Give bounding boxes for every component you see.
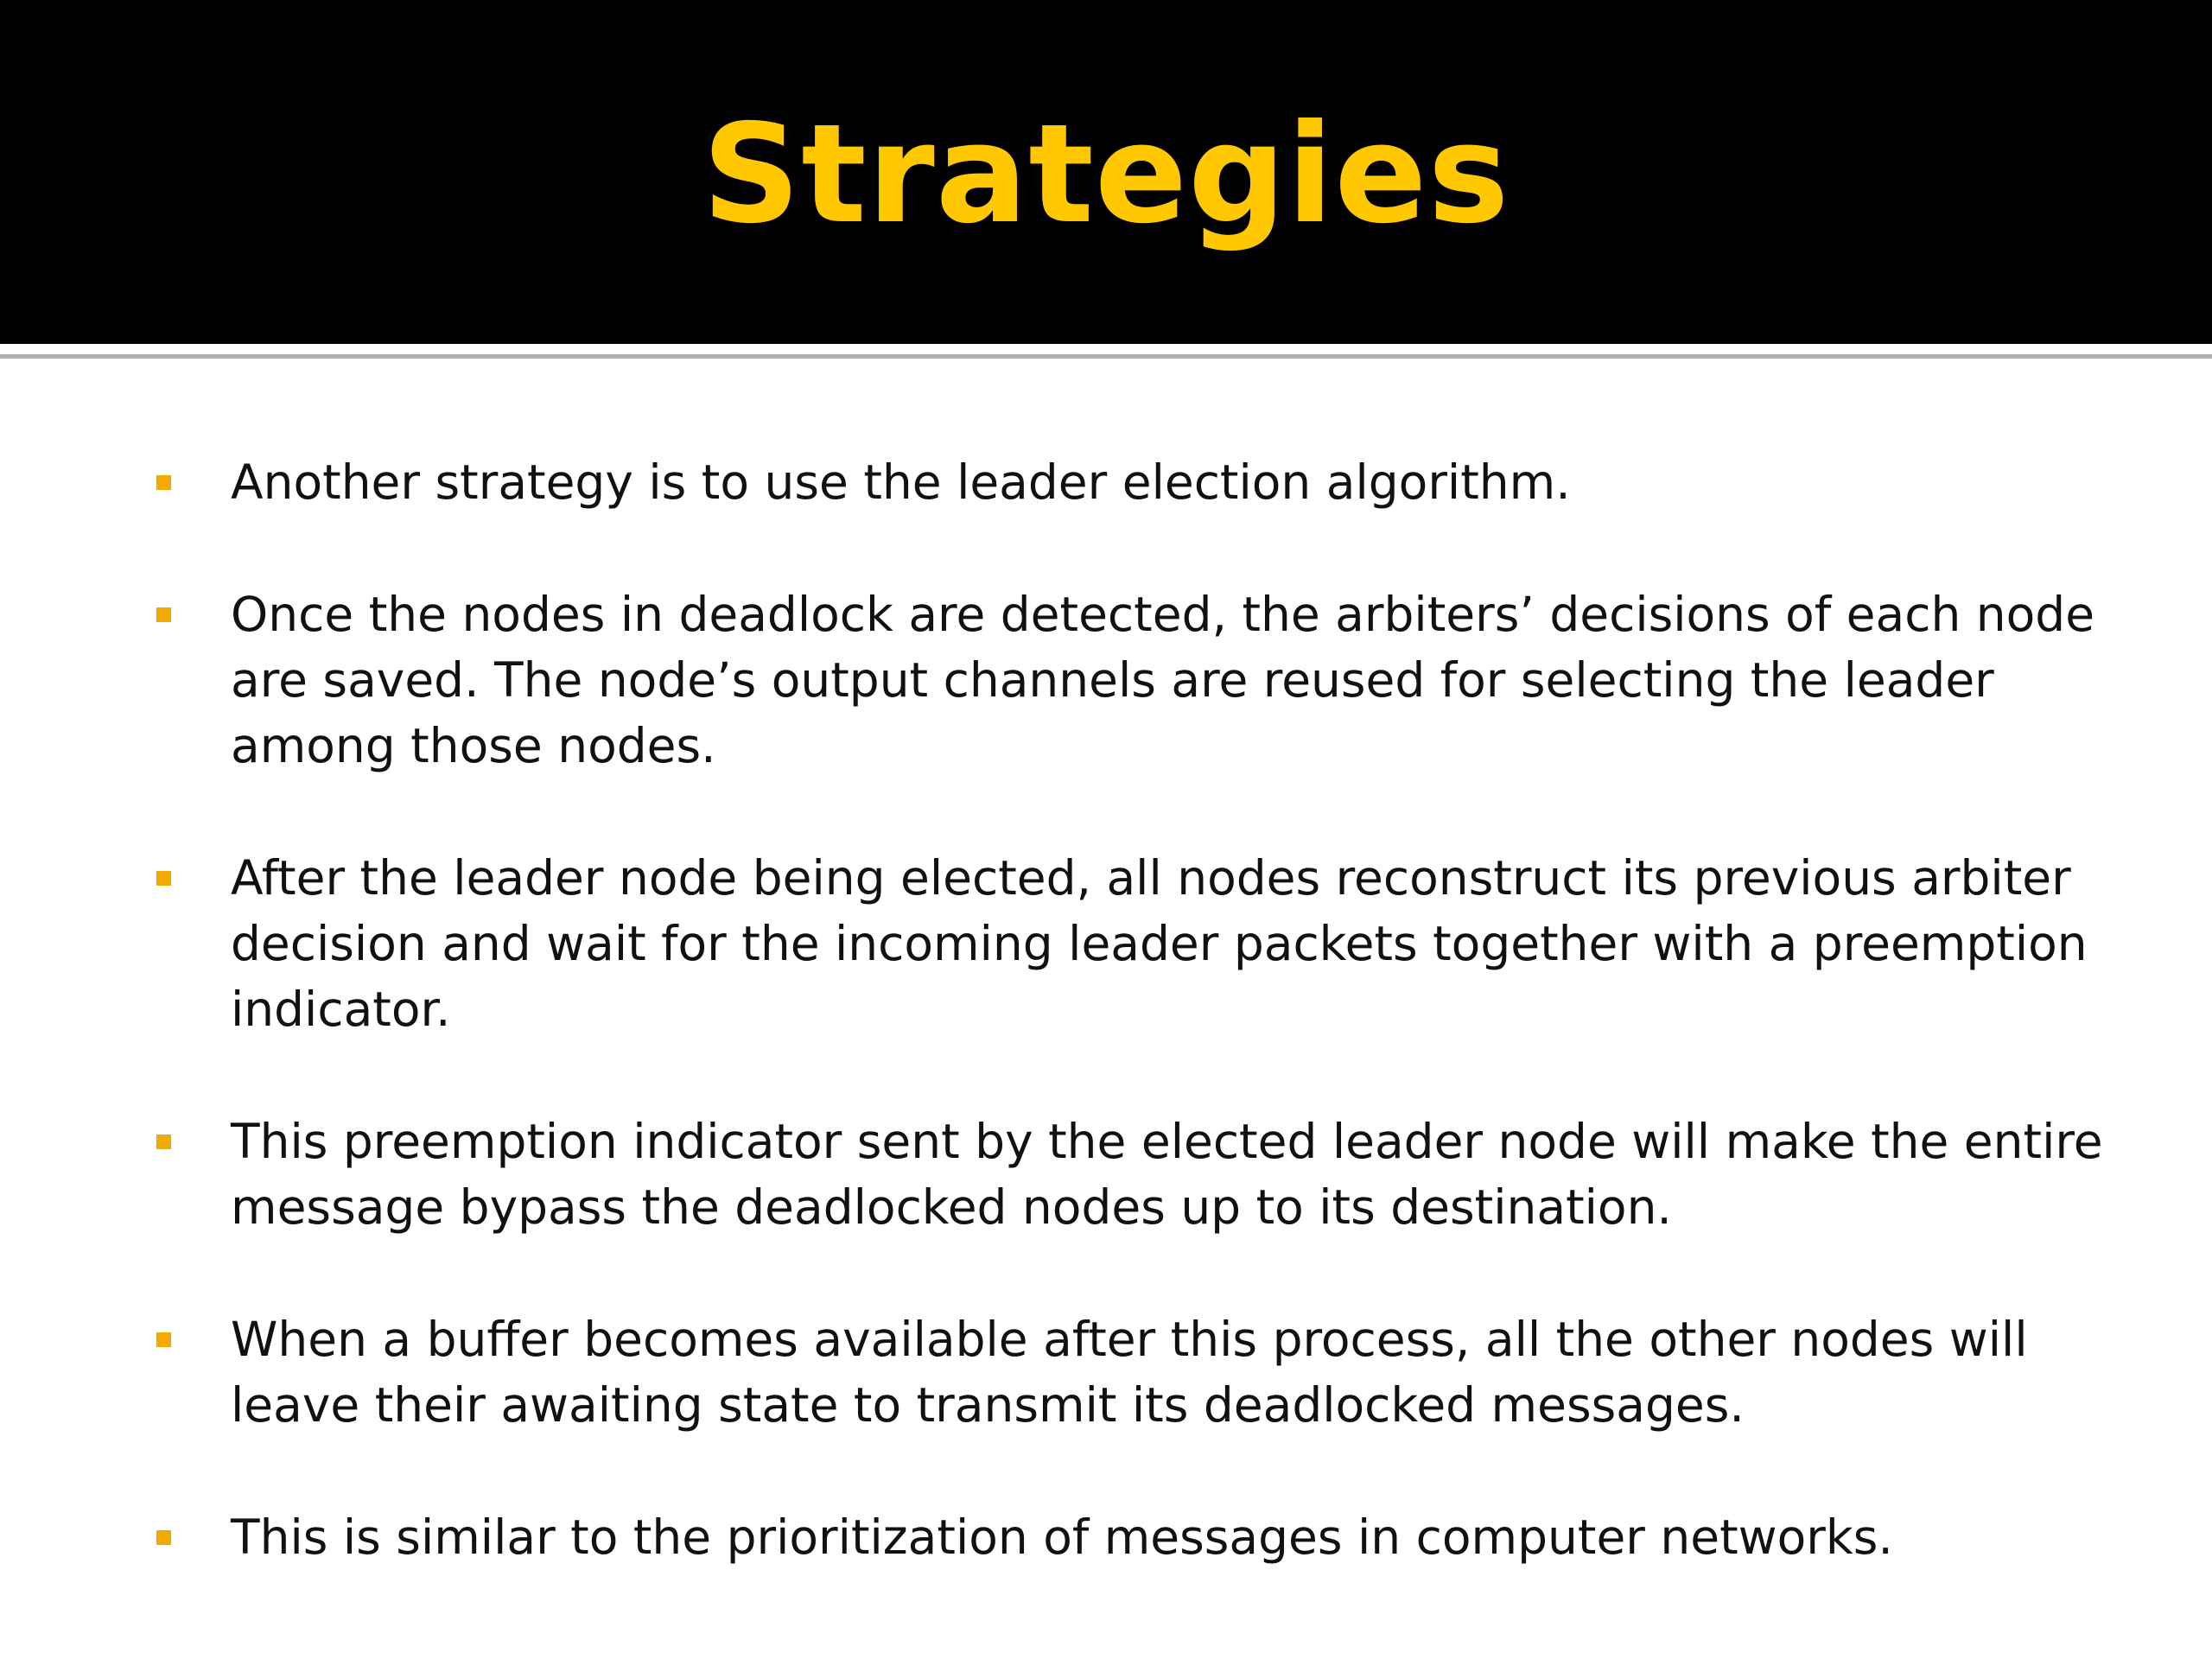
bullet-text: This is similar to the prioritization of messages in computer networks. (231, 1510, 1893, 1565)
bullet-text: When a buffer becomes available after this process, all the other nodes will leave their awaiting state to transmit its deadlocked messages. (231, 1312, 2028, 1433)
title-divider (0, 354, 2212, 359)
square-bullet-icon (156, 607, 171, 622)
slide-title: Strategies (702, 95, 1510, 254)
bullet-text: Once the nodes in deadlock are detected, the arbiters’ decisions of each node are saved. The node’s output channels are reused for selecting the leader among those nodes. (231, 587, 2095, 773)
square-bullet-icon (156, 1332, 171, 1347)
bullet-item (0, 1109, 2212, 1240)
bullet-text: This preemption indicator sent by the elected leader node will make the entire message bypass the deadlocked nodes up to its destination. (231, 1114, 2103, 1235)
bullet-item (0, 1504, 2212, 1570)
square-bullet-icon (156, 1530, 171, 1545)
bullet-item (0, 845, 2212, 1042)
bullet-item (0, 582, 2212, 779)
square-bullet-icon (156, 475, 171, 490)
bullet-text: Another strategy is to use the leader election algorithm. (231, 454, 1571, 510)
square-bullet-icon (156, 1135, 171, 1149)
bullet-list (0, 449, 2212, 1637)
bullet-item (0, 1306, 2212, 1438)
bullet-text: After the leader node being elected, all nodes reconstruct its previous arbiter decision and wait for the incoming leader packets together with a preemption indicator. (231, 850, 2088, 1037)
square-bullet-icon (156, 871, 171, 886)
bullet-item (0, 449, 2212, 515)
